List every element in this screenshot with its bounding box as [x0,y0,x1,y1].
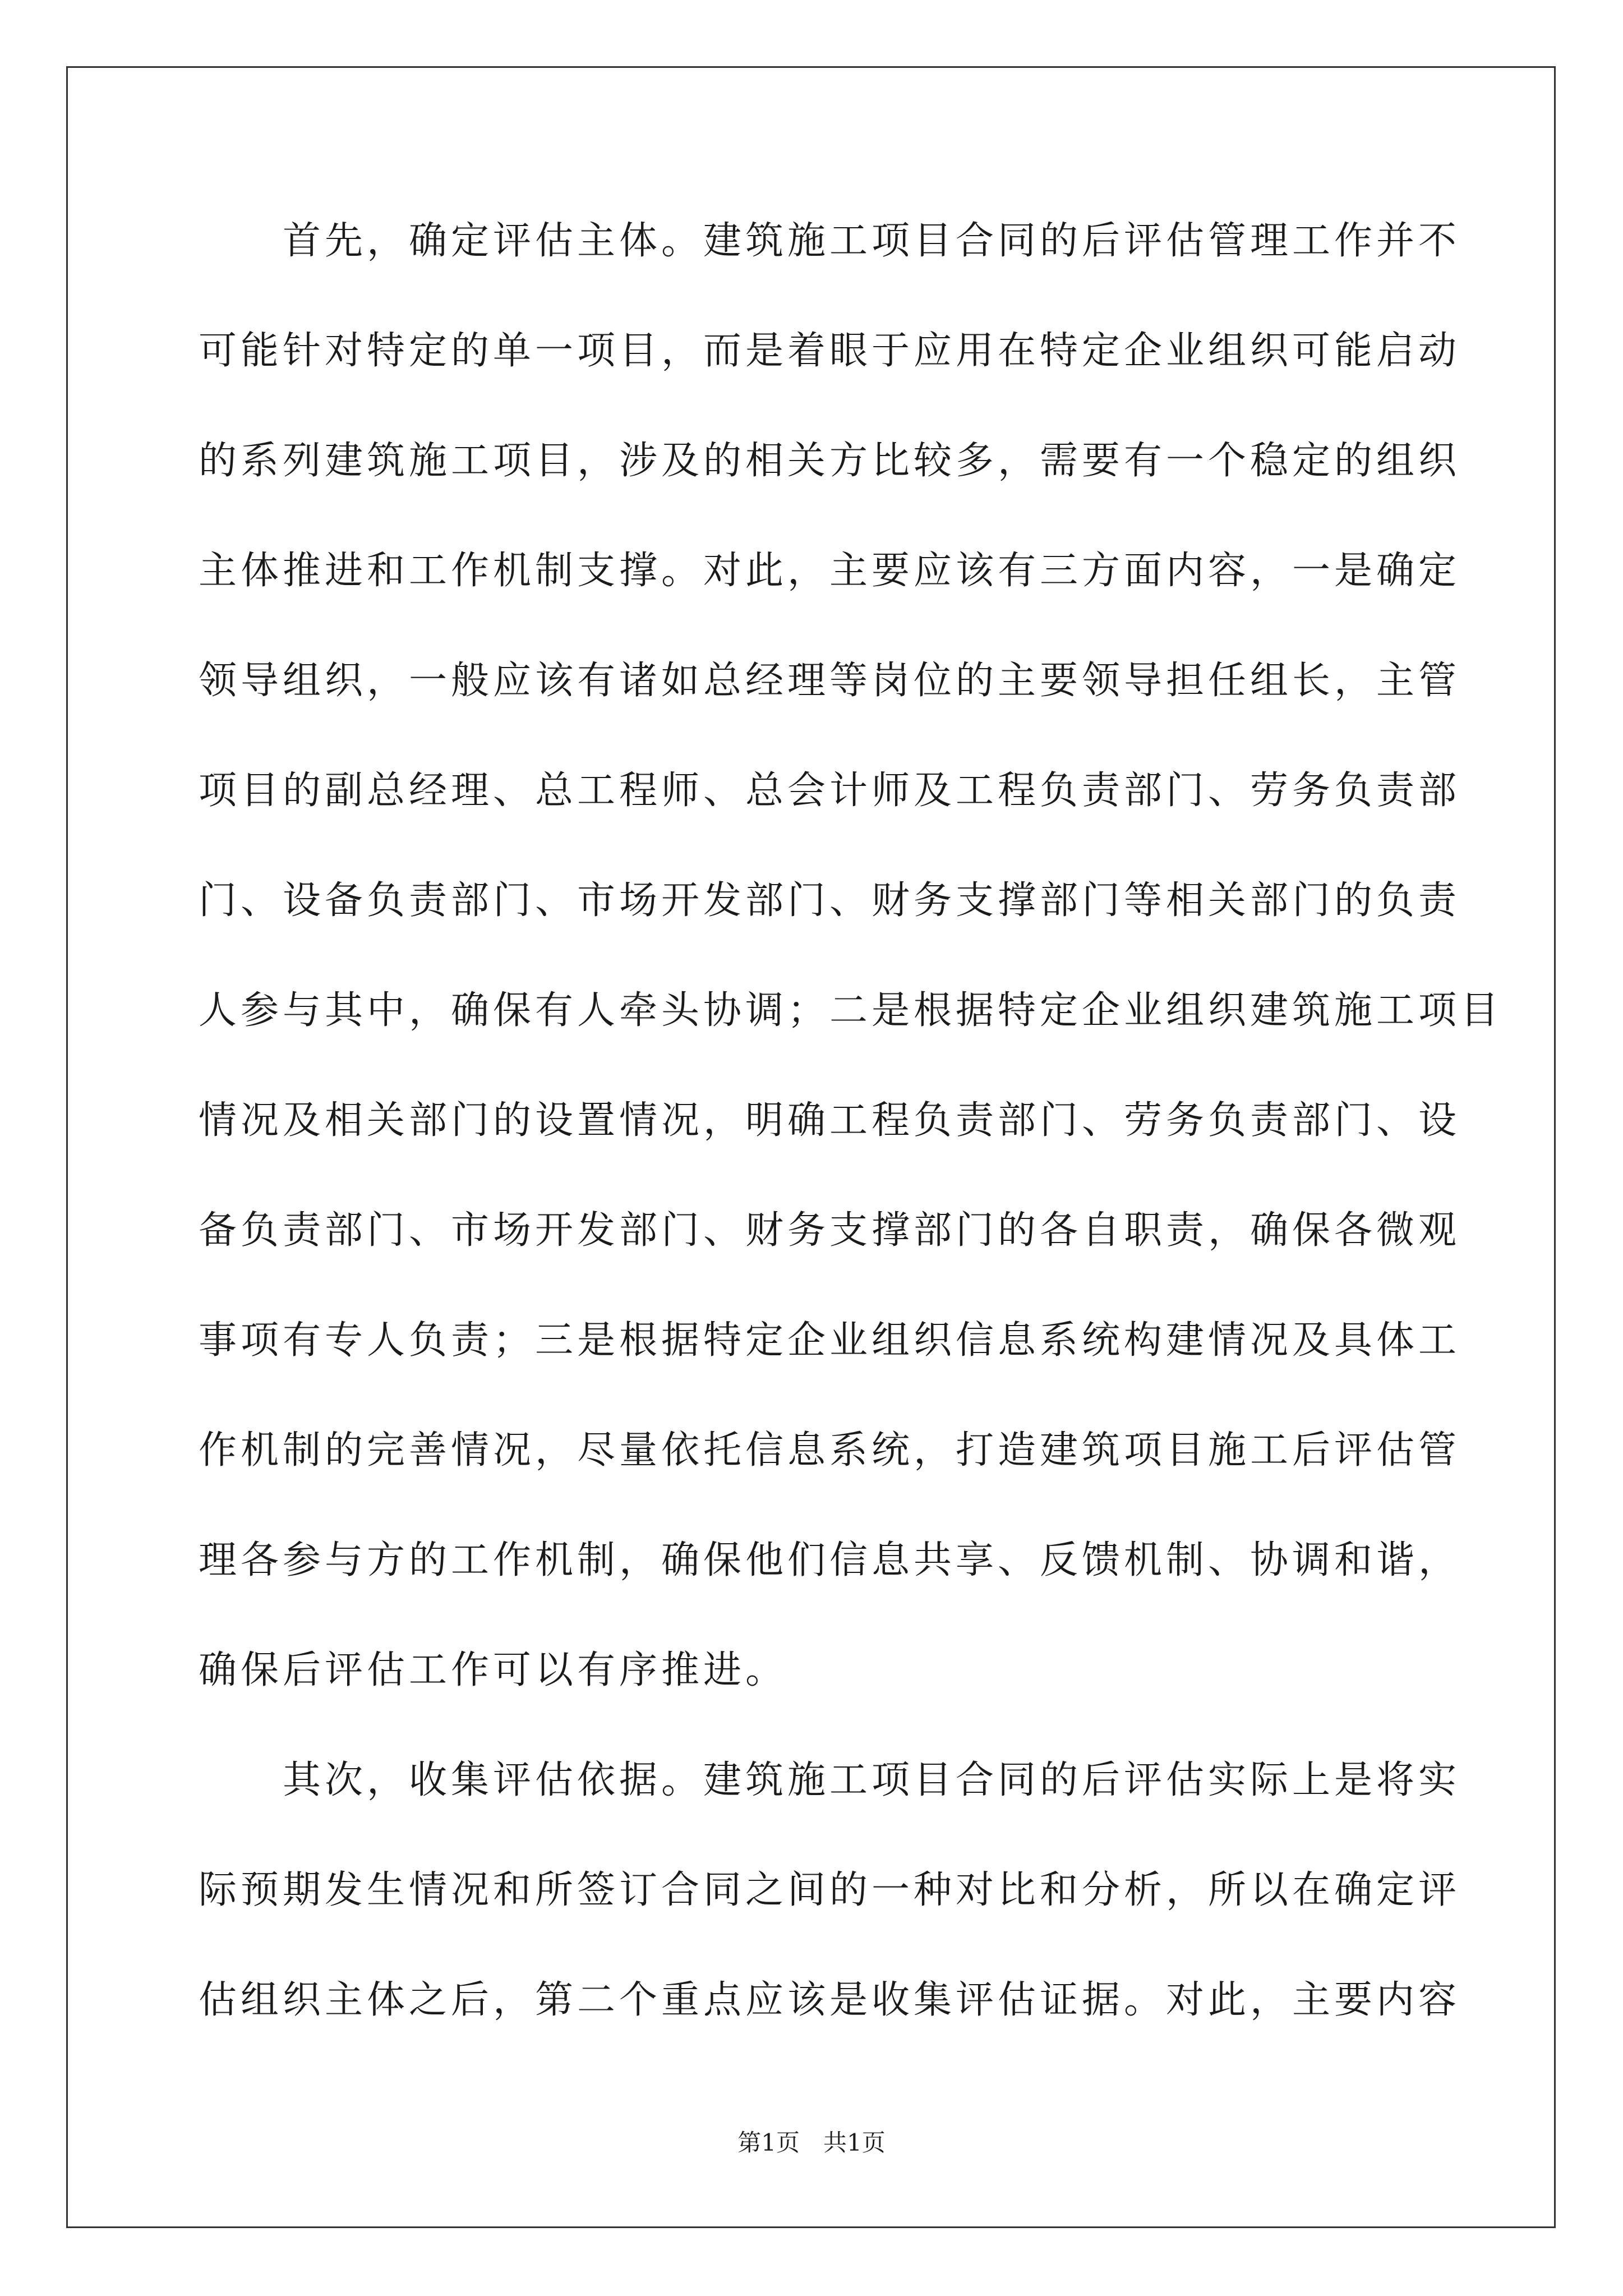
paragraph-2-line-2: 际预期发生情况和所签订合同之间的一种对比和分析，所以在确定评 [199,1868,1461,1912]
paragraph-1-line-1: 首先，确定评估主体。建筑施工项目合同的后评估管理工作并不 [283,219,1461,263]
paragraph-1-line-6: 项目的副总经理、总工程师、总会计师及工程负责部门、劳务负责部 [199,769,1461,813]
paragraph-2-line-3: 估组织主体之后，第二个重点应该是收集评估证据。对此，主要内容 [199,1978,1461,2022]
paragraph-1-line-8: 人参与其中，确保有人牵头协调；二是根据特定企业组织建筑施工项目 [199,988,1503,1033]
paragraph-1-line-3: 的系列建筑施工项目，涉及的相关方比较多，需要有一个稳定的组织 [199,439,1461,483]
paragraph-1-line-4: 主体推进和工作机制支撑。对此，主要应该有三方面内容，一是确定 [199,549,1461,593]
page-footer: 第1页 共1页 [737,2129,886,2156]
paragraph-1-line-7: 门、设备负责部门、市场开发部门、财务支撑部门等相关部门的负责 [199,878,1461,923]
document-body [199,210,1503,2079]
paragraph-1-line-5: 领导组织，一般应该有诸如总经理等岗位的主要领导担任组长，主管 [199,659,1461,703]
paragraph-1-line-14: 确保后评估工作可以有序推进。 [199,1648,788,1692]
paragraph-1-line-12: 作机制的完善情况，尽量依托信息系统，打造建筑项目施工后评估管 [199,1428,1461,1473]
paragraph-2-line-1: 其次，收集评估依据。建筑施工项目合同的后评估实际上是将实 [283,1758,1461,1802]
paragraph-1-line-11: 事项有专人负责；三是根据特定企业组织信息系统构建情况及具体工 [199,1318,1461,1363]
paragraph-1-line-2: 可能针对特定的单一项目，而是着眼于应用在特定企业组织可能启动 [199,329,1461,373]
paragraph-1-line-13: 理各参与方的工作机制，确保他们信息共享、反馈机制、协调和谐， [199,1538,1461,1582]
paragraph-1-line-10: 备负责部门、市场开发部门、财务支撑部门的各自职责，确保各微观 [199,1208,1461,1253]
paragraph-1-line-9: 情况及相关部门的设置情况，明确工程负责部门、劳务负责部门、设 [199,1098,1461,1143]
